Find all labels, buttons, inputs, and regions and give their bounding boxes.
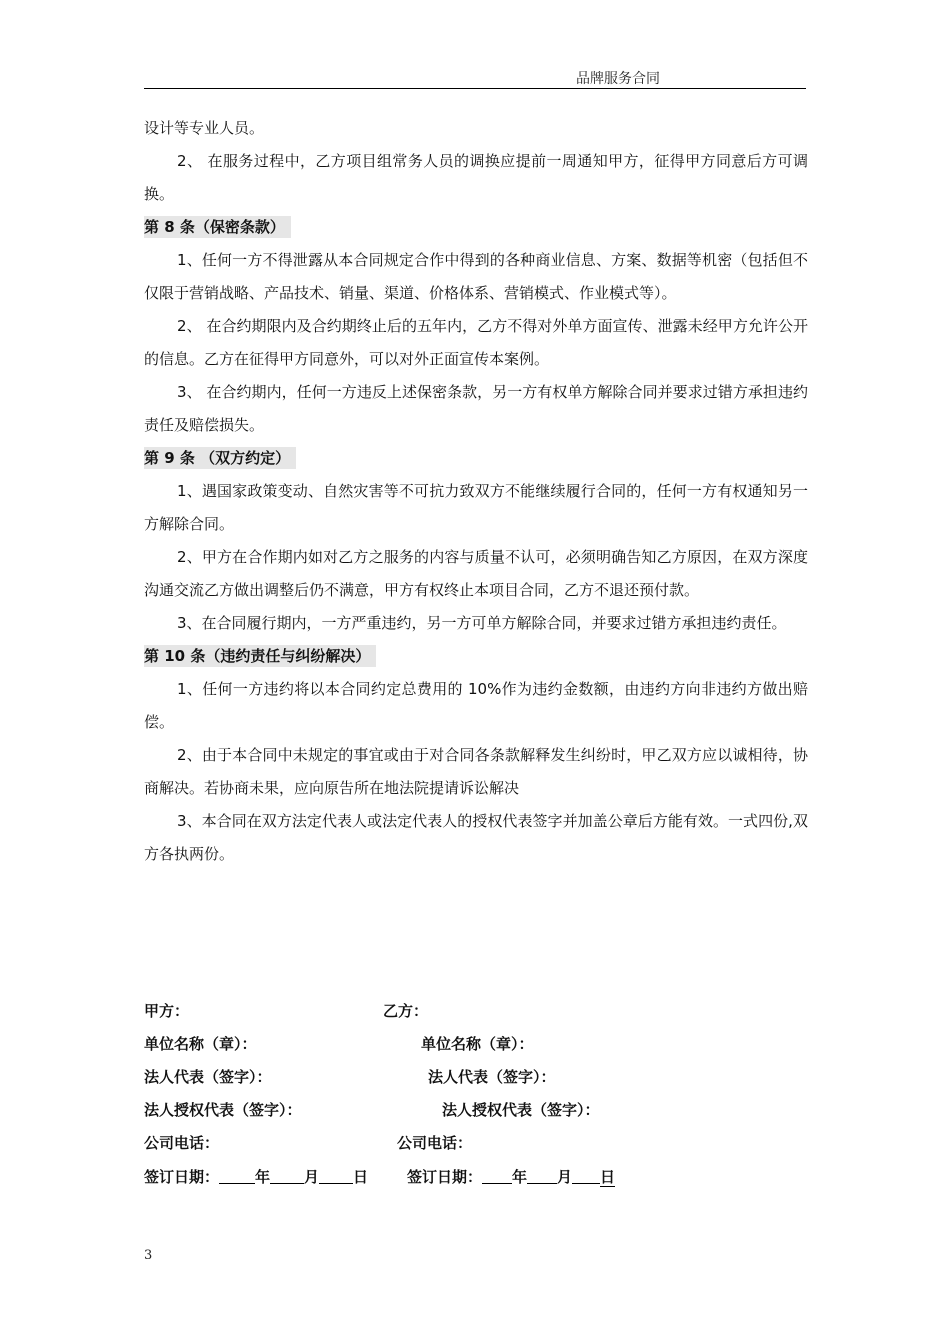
month-label: 月 [304,1168,320,1186]
section-heading-10 [144,640,808,673]
date-label: 签订日期： [144,1168,220,1186]
paragraph: 1、任何一方违约将以本合同约定总费用的 10%作为违约金数额，由违约方向非违约方做出赔偿。 [144,680,808,731]
date-label: 签订日期： [407,1168,483,1186]
year-blank [482,1169,512,1184]
company-phone-a: 公司电话： [144,1134,220,1152]
page-number: 3 [144,1248,153,1263]
unit-name-b: 单位名称（章）： [421,1035,534,1053]
paragraph: 2、 在服务过程中，乙方项目组常务人员的调换应提前一周通知甲方，征得甲方同意后方可调换。 [144,152,808,203]
year-label: 年 [512,1168,528,1186]
signing-date-b [407,1166,615,1187]
signing-date-a [144,1166,368,1187]
paragraph: 2、 在合约期限内及合约期终止后的五年内，乙方不得对外单方面宣传、泄露未经甲方允许公开的信息。乙方在征得甲方同意外，可以对外正面宣传本案例。 [144,317,808,368]
paragraph: 1、遇国家政策变动、自然灾害等不可抗力致双方不能继续履行合同的，任何一方有权通知另一方解除合同。 [144,482,808,533]
day-blank [572,1169,600,1184]
section-heading-9 [144,442,808,475]
contract-body [144,112,808,871]
company-phone-b: 公司电话： [397,1134,473,1152]
paragraph: 2、甲方在合作期内如对乙方之服务的内容与质量不认可，必须明确告知乙方原因，在双方深度沟通交流乙方做出调整后仍不满意，甲方有权终止本项目合同，乙方不退还预付款。 [144,548,808,599]
paragraph: 3、在合同履行期内，一方严重违约，另一方可单方解除合同，并要求过错方承担违约责任。 [177,614,787,632]
month-label: 月 [557,1168,573,1186]
page-header [144,68,806,89]
section-heading-label: 第 9 条 （双方约定） [144,447,296,469]
day-blank [319,1169,353,1184]
paragraph: 1、任何一方不得泄露从本合同规定合作中得到的各种商业信息、方案、数据等机密（包括但不仅限于营销战略、产品技术、销量、渠道、价格体系、营销模式、作业模式等）。 [144,251,808,302]
authorized-rep-a: 法人授权代表（签字）： [144,1101,302,1119]
month-blank [527,1169,557,1184]
party-b-label: 乙方： [383,1002,429,1020]
paragraph: 设计等专业人员。 [144,119,265,137]
paragraph: 3、 在合约期内，任何一方违反上述保密条款，另一方有权单方解除合同并要求过错方承担违约责任及赔偿损失。 [144,383,808,434]
section-heading-8 [144,211,808,244]
month-blank [270,1169,304,1184]
unit-name-a: 单位名称（章）： [144,1035,257,1053]
legal-rep-b: 法人代表（签字）： [428,1068,556,1086]
party-a-label: 甲方： [144,1002,190,1020]
day-label: 日 [600,1168,616,1186]
paragraph: 3、本合同在双方法定代表人或法定代表人的授权代表签字并加盖公章后方能有效。一式四份,双方各执两份。 [144,812,808,863]
year-blank [219,1169,255,1184]
header-title: 品牌服务合同 [576,71,660,87]
section-heading-label: 第 10 条（违约责任与纠纷解决） [144,645,376,667]
paragraph: 2、由于本合同中未规定的事宜或由于对合同各条款解释发生纠纷时，甲乙双方应以诚相待，协商解决。若协商未果，应向原告所在地法院提请诉讼解决 [144,746,808,797]
year-label: 年 [255,1168,271,1186]
section-heading-label: 第 8 条（保密条款） [144,216,291,238]
legal-rep-a: 法人代表（签字）： [144,1068,272,1086]
authorized-rep-b: 法人授权代表（签字）： [442,1101,600,1119]
day-label: 日 [353,1168,369,1186]
